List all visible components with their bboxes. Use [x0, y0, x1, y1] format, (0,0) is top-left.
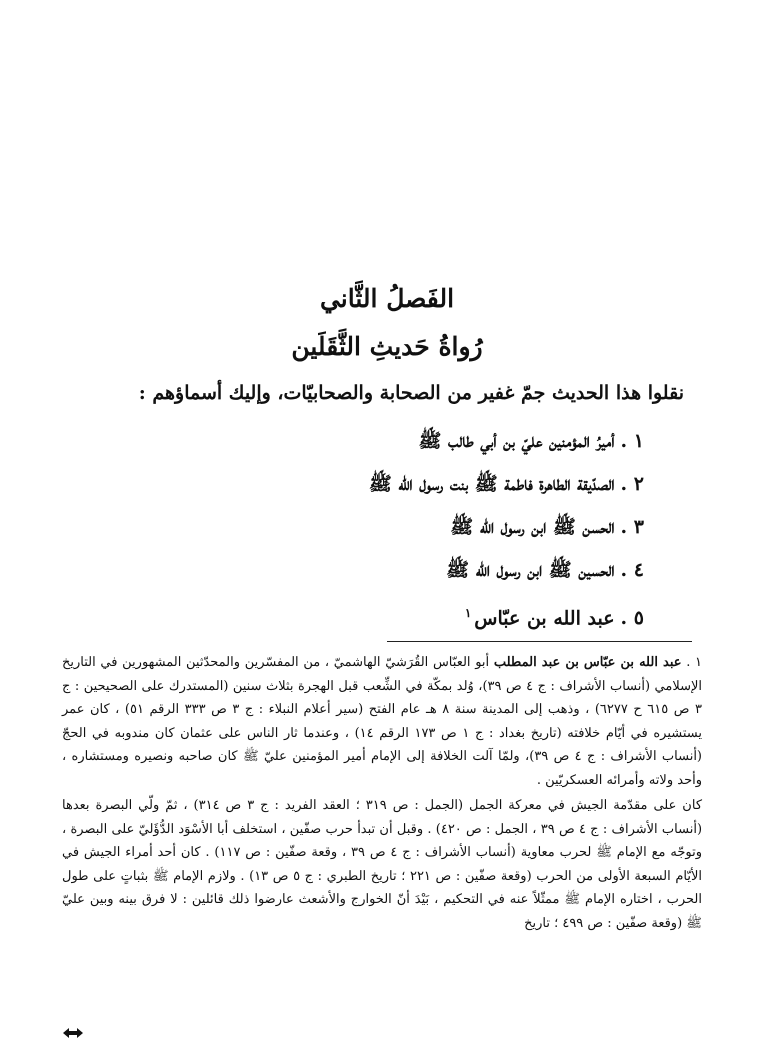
continue-arrow-icon [62, 1026, 84, 1040]
chapter-subtitle: رُواةُ حَديثِ الثَّقَلَين [291, 332, 483, 361]
list-item [369, 592, 644, 635]
footnote-reference[interactable]: ١ [464, 606, 472, 620]
item-text: الحسن ﷺ ابن رسول الله ﷺ [450, 516, 615, 538]
footnote [62, 651, 702, 935]
intro-paragraph: نقلوا هذا الحديث جمّ غفير من الصحابة والصحابيّات، وإليك أسماؤهم : [138, 382, 684, 404]
footnote-lead: عبد الله بن عبّاس بن عبد المطلب [493, 655, 682, 670]
narrators-list [369, 420, 644, 635]
item-text: أميرُ المؤمنين عليّ بن أبي طالب ﷺ [418, 430, 615, 452]
chapter-title: الفَصلُ الثَّاني [319, 284, 455, 313]
item-number: ٢ . [620, 473, 644, 495]
item-text: عبد الله بن عبّاس [474, 607, 615, 630]
item-number: ٣ . [620, 516, 644, 538]
list-item [369, 463, 644, 506]
footnote-body-1: أبو العبّاس القُرَشيّ الهاشميّ ، من المفسّرين والمحدّثين المشهورين في التاريخ الإسلامي (أنساب الأشراف : ج ٤ ص ٣٩)، وُلد بمكّة في الشِّعب قبل الهجرة بثلاث سنين (المستدرك على الصحيحين : ج ٣ ص ٦١٥ ح ٦٢٧٧) ، وذهب إلى المدينة سنة ٨ هـ عام الفتح (سير أعلام النبلاء : ج ٣ ص ٣٣٣ الرقم ٥١) ، كان عمر يستشيره في أيّام خلافته (تاريخ بغداد : ج ١ ص ١٧٣ الرقم ١٤) ، وعندما ثار الناس على عثمان كان مندوبه في الحجّ (أنساب الأشراف : ج ٤ ص ٣٩)، ولمّا آلت الخلافة إلى الإمام أمير المؤمنين عليّ ﷺ كان صاحبه ونصيره ومستشاره ، وأحد ولاته وأمرائه العسكريّين . [62, 655, 703, 788]
item-number: ٤ . [620, 559, 644, 581]
list-item [369, 420, 644, 463]
footnote-paragraph-2: كان على مقدّمة الجيش في معركة الجمل (الجمل : ص ٣١٩ ؛ العقد الفريد : ج ٣ ص ٣١٤) ، ثمّ ولّي البصرة بعدها (أنساب الأشراف : ج ٤ ص ٣٩ ، الجمل : ص ٤٢٠) . وقبل أن تبدأ حرب صفّين ، استخلف أبا الأسْوَد الدُّؤَليّ على البصرة ، وتوجّه مع الإمام ﷺ لحرب معاوية (أنساب الأشراف : ج ٤ ص ٣٩ ، وقعة صفّين : ص ١١٧) . كان أحد أمراء الجيش في الأيّام السبعة الأولى من الحرب (وقعة صفّين : ص ٢٢١ ؛ تاريخ الطبري : ج ٥ ص ١٣) . ولازم الإمام ﷺ بثباتٍ على طول الحرب ، اختاره الإمام ﷺ ممثّلاً عنه في التحكيم ، بَيْدَ أنّ الخوارج والأشعث عارضوا ذلك قائلين : لا فرق بينه وبين عليّ ﷺ (وقعة صفّين : ص ٤٩٩ ؛ تاريخ [62, 798, 703, 931]
list-item [369, 506, 644, 549]
footnote-number: ١ . [686, 655, 702, 670]
footnote-divider [387, 641, 692, 642]
list-item [369, 549, 644, 592]
footnote-paragraph-1 [62, 651, 702, 792]
item-text: الحسين ﷺ ابن رسول الله ﷺ [446, 559, 615, 581]
item-text: الصدّيقة الطاهرة فاطمة ﷺ بنت رسول الله ﷺ [368, 473, 615, 495]
item-number: ٥ . [620, 607, 644, 630]
item-number: ١ . [620, 430, 644, 452]
